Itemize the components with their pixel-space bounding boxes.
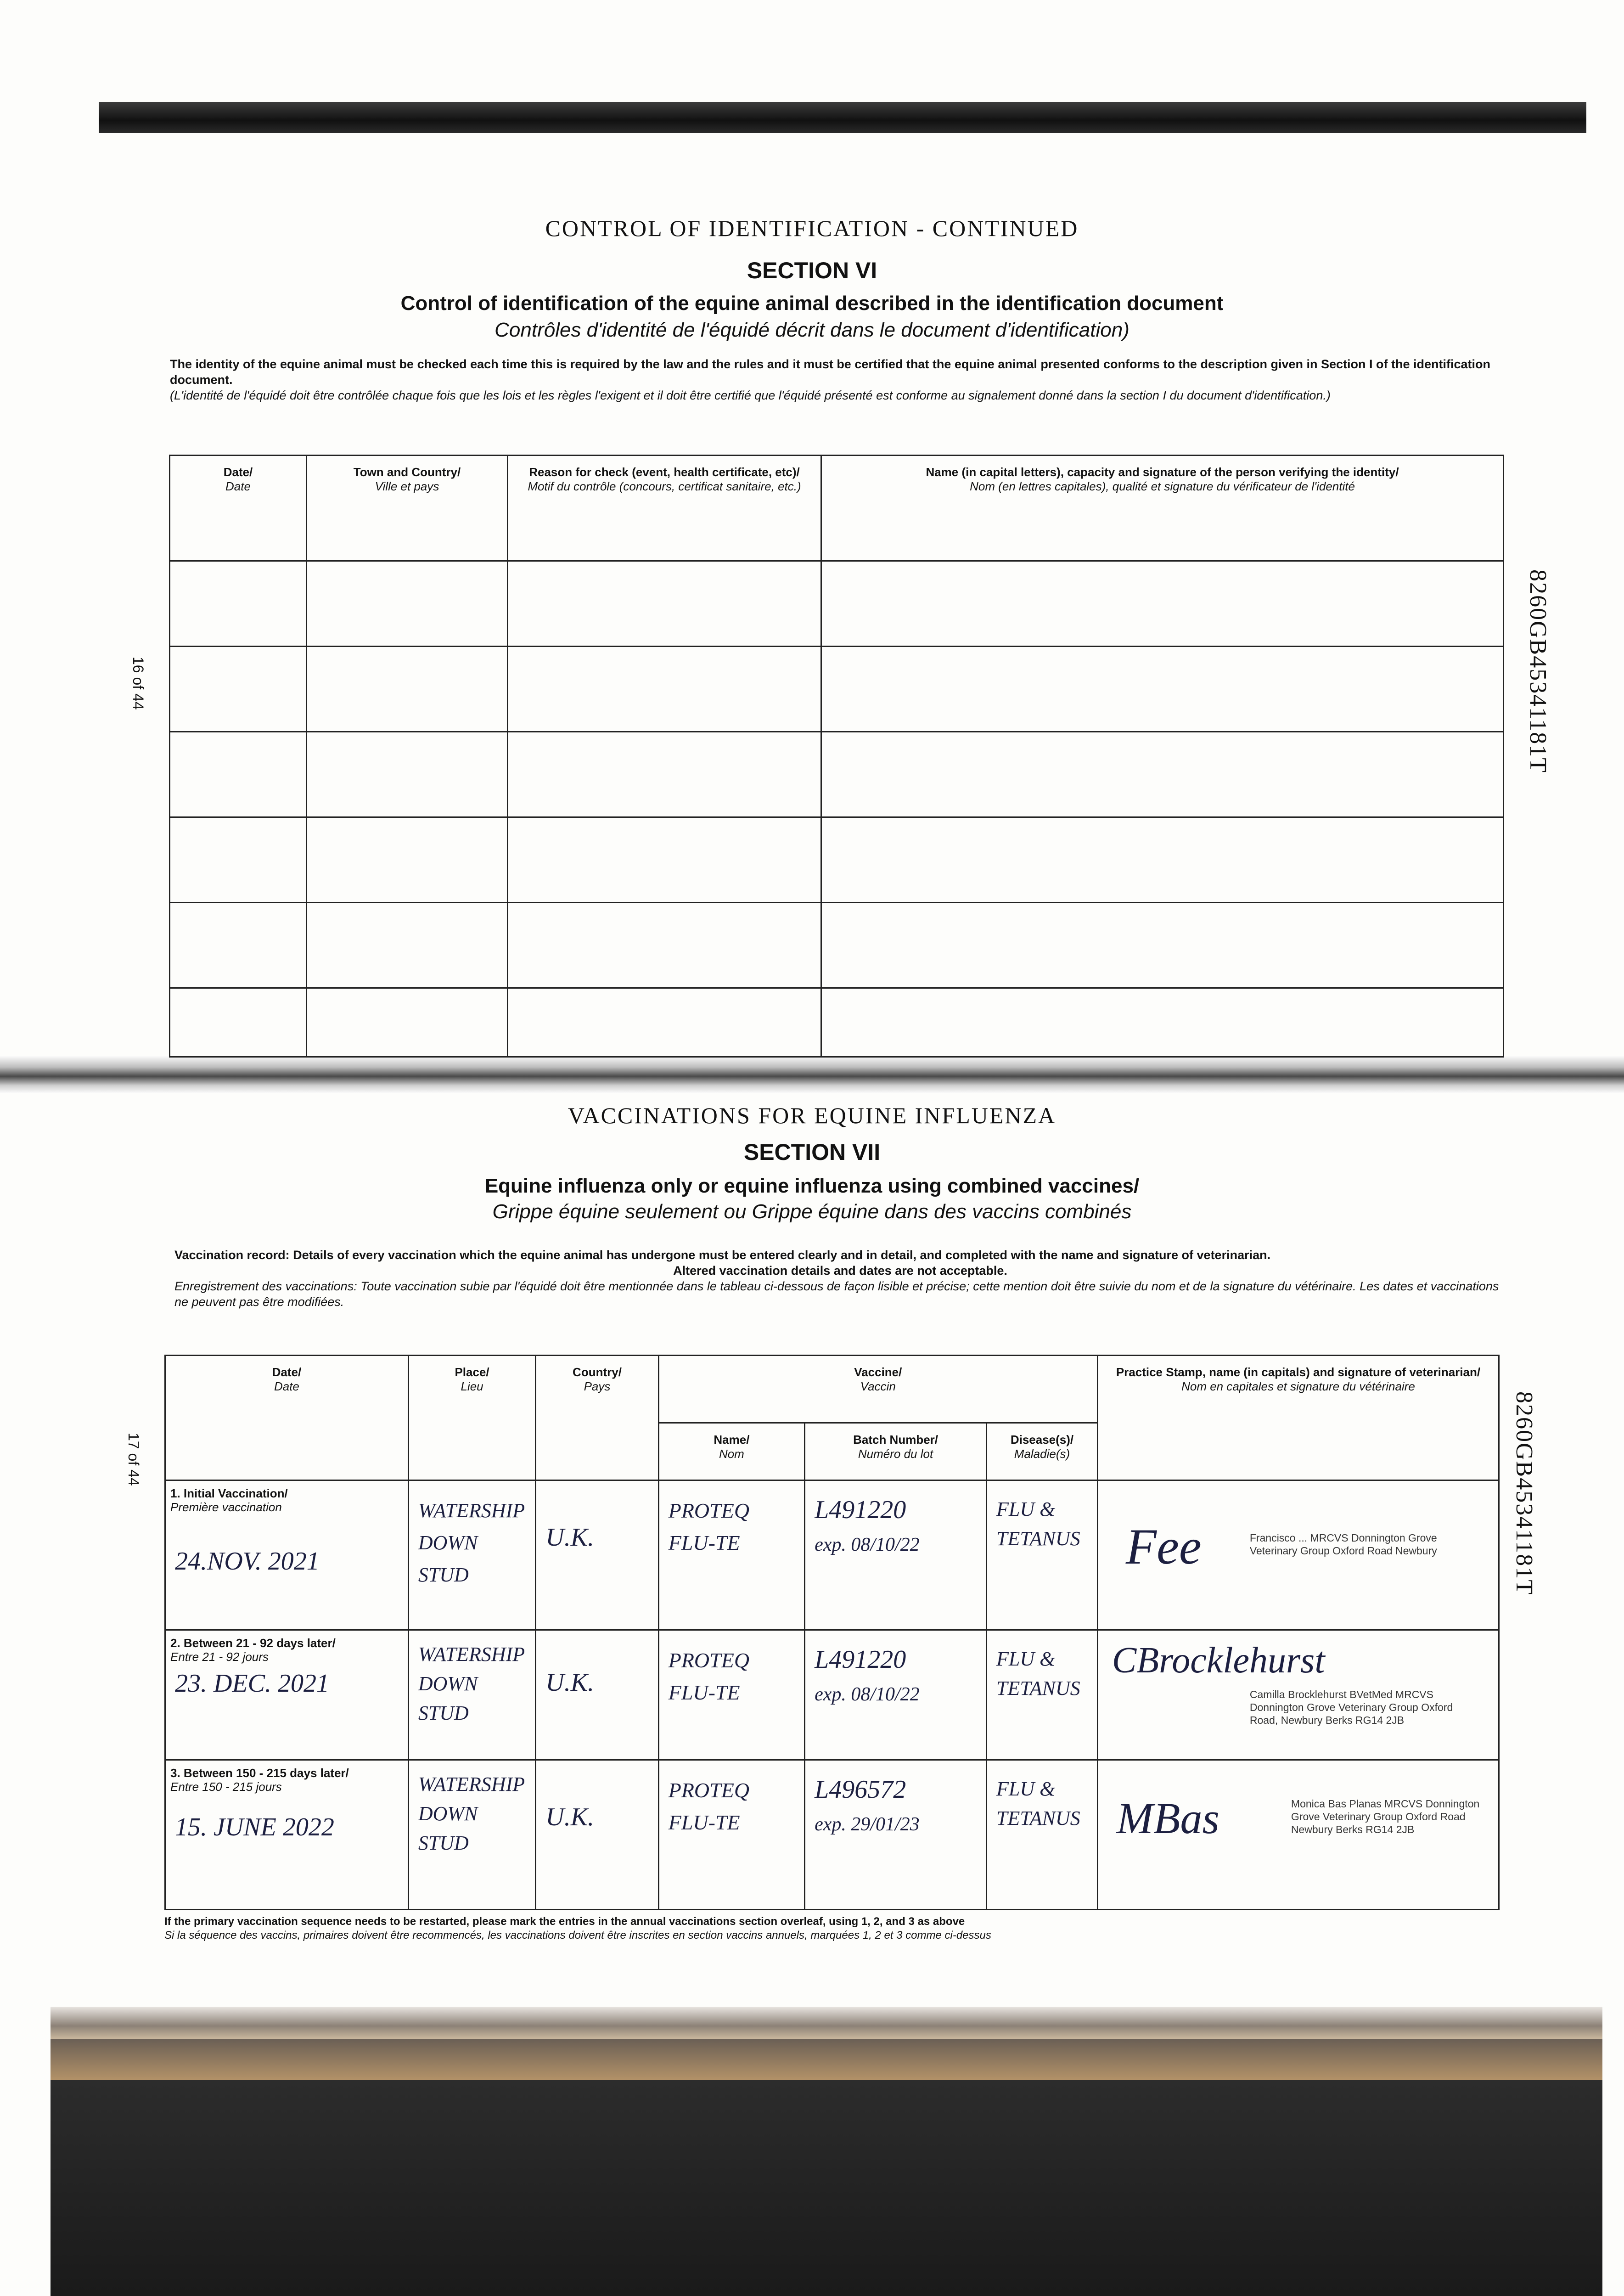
identity-note-en: The identity of the equine animal must be checked each time this is required by the law and the rules and it must be certified that the equine animal presented conforms to the description given in Section I of the identification document. (170, 357, 1491, 387)
table-row (170, 732, 1504, 817)
table-row (165, 1480, 1499, 1630)
table-row (170, 647, 1504, 732)
batch-expiry: exp. 08/10/22 (815, 1684, 920, 1705)
vaccination-date: 24.NOV. 2021 (175, 1547, 320, 1576)
document-id-code: 8260GB45341181T (1511, 1391, 1537, 1596)
vaccination-date: 23. DEC. 2021 (175, 1669, 329, 1698)
vaccination-place: WATERSHIP DOWN STUD (418, 1643, 525, 1725)
vaccine-name: PROTEQ FLU-TE (668, 1649, 750, 1705)
vaccine-name: PROTEQ FLU-TE (668, 1778, 750, 1834)
scan-edge-bar (99, 102, 1586, 133)
section-title: Control of identification of the equine animal described in the identification document (400, 292, 1224, 315)
section-banner: CONTROL OF IDENTIFICATION - CONTINUED (545, 215, 1079, 241)
page-fold-shadow (0, 1056, 1624, 1093)
vet-signature: Fee (1125, 1518, 1202, 1575)
identity-check-table (169, 455, 1504, 1058)
table-row (170, 903, 1504, 988)
col-town: Town and Country/ Ville et pays (307, 456, 508, 561)
col-date: Date/ Date (170, 456, 307, 561)
vaccination-note (174, 1247, 1506, 1310)
section-title-fr: Contrôles d'identité de l'équidé décrit dans le document d'identification) (495, 319, 1129, 341)
page-number: 17 of 44 (125, 1433, 142, 1486)
col-verifier: Name (in capital letters), capacity and signature of the person verifying the identity/ Nom (en lettres capitales), qualité et signature du vérificateur de l'identité (821, 456, 1504, 561)
col-practice: Practice Stamp, name (in capitals) and signature of veterinarian/ Nom en capitales et signature du vétérinaire (1097, 1356, 1499, 1480)
table-row (170, 988, 1504, 1057)
batch-expiry: exp. 08/10/22 (815, 1534, 920, 1555)
batch-expiry: exp. 29/01/23 (815, 1813, 920, 1835)
vaccination-country: U.K. (545, 1802, 595, 1831)
identity-note-fr: (L'identité de l'équidé doit être contrôlée chaque fois que les lois et les règles l'exigent et il doit être certifié que l'équidé présenté est conforme au signalement donné dans la section I du document d'identification.) (170, 388, 1331, 402)
vaccination-place: WATERSHIP DOWN STUD (418, 1499, 525, 1586)
section-title-fr: Grippe équine seulement ou Grippe équine dans des vaccins combinés (492, 1200, 1132, 1223)
section-number: SECTION VI (747, 258, 877, 283)
vaccine-name: PROTEQ FLU-TE (668, 1498, 750, 1554)
col-disease: Disease(s)/ Maladie(s) (987, 1423, 1098, 1480)
table-row (170, 817, 1504, 903)
col-place: Place/ Lieu (408, 1356, 535, 1480)
section-title: Equine influenza only or equine influenza using combined vaccines/ (484, 1175, 1140, 1197)
practice-stamp: Francisco ... MRCVS Donnington Grove Veterinary Group Oxford Road Newbury (1249, 1531, 1437, 1557)
footnote-en: If the primary vaccination sequence needs to be restarted, please mark the entries in the annual vaccinations section overleaf, using 1, 2, and 3 as above (164, 1915, 965, 1928)
vaccination-date: 15. JUNE 2022 (175, 1812, 334, 1841)
vaccination-note-altered: Altered vaccination details and dates are not acceptable. (673, 1264, 1007, 1277)
vaccination-place: WATERSHIP DOWN STUD (418, 1773, 525, 1854)
practice-stamp: Monica Bas Planas MRCVS Donnington Grove Veterinary Group Oxford Road Newbury Berks RG14 2JB (1291, 1797, 1480, 1835)
row-date-cell: 2. Between 21 - 92 days later/ Entre 21 - 92 jours 23. DEC. 2021 (165, 1630, 409, 1760)
vaccination-note-en: Vaccination record: Details of every vaccination which the equine animal has undergone must be entered clearly and in detail, and completed with the name and signature of veterinarian. (174, 1248, 1271, 1262)
batch-number: L491220 (815, 1495, 906, 1524)
scan-edge-bar (51, 2039, 1602, 2080)
disease: FLU & TETANUS (996, 1777, 1080, 1829)
disease: FLU & TETANUS (996, 1497, 1080, 1550)
col-vaccine-name: Name/ Nom (658, 1423, 804, 1480)
page-number: 16 of 44 (130, 657, 146, 710)
document-id-code: 8260GB45341181T (1525, 569, 1551, 774)
disease: FLU & TETANUS (996, 1648, 1080, 1700)
vet-signature: CBrocklehurst (1112, 1640, 1325, 1681)
col-reason: Reason for check (event, health certificate, etc)/ Motif du contrôle (concours, certificat sanitaire, etc.) (508, 456, 821, 561)
identity-note (170, 356, 1492, 403)
table-row (170, 561, 1504, 647)
vaccination-note-fr: Enregistrement des vaccinations: Toute vaccination subie par l'équidé doit être mentionnée dans le tableau ci-dessous de façon lisible et précise; cette mention doit être suivie du nom et de la signature du vétérinaire. Les dates et vaccinations ne peuvent pas être modifiées. (174, 1279, 1499, 1309)
batch-number: L491220 (815, 1645, 906, 1674)
footnote (164, 1915, 1496, 1942)
col-vaccine: Vaccine/ Vaccin (658, 1356, 1097, 1423)
col-date: Date/ Date (165, 1356, 409, 1480)
vet-signature: MBas (1116, 1793, 1219, 1843)
row-date-cell: 3. Between 150 - 215 days later/ Entre 150 - 215 jours 15. JUNE 2022 (165, 1760, 409, 1909)
scan-edge-bar (51, 2080, 1602, 2296)
batch-number: L496572 (815, 1775, 906, 1804)
section-number: SECTION VII (743, 1139, 881, 1165)
section-banner: VACCINATIONS FOR EQUINE INFLUENZA (568, 1103, 1056, 1128)
footnote-fr: Si la séquence des vaccins, primaires doivent être recommencés, les vaccinations doivent être inscrites en section vaccins annuels, marquées 1, 2 et 3 comme ci-dessus (164, 1929, 991, 1941)
table-row (165, 1760, 1499, 1909)
col-country: Country/ Pays (536, 1356, 658, 1480)
table-row (165, 1630, 1499, 1760)
vaccination-country: U.K. (545, 1523, 595, 1552)
col-batch: Batch Number/ Numéro du lot (805, 1423, 987, 1480)
practice-stamp: Camilla Brocklehurst BVetMed MRCVS Donnington Grove Veterinary Group Oxford Road, Newbury Berks RG14 2JB (1249, 1688, 1453, 1727)
row-date-cell: 1. Initial Vaccination/ Première vaccination 24.NOV. 2021 (165, 1480, 409, 1630)
vaccination-country: U.K. (545, 1668, 595, 1697)
scan-edge-bar (51, 2007, 1602, 2039)
vaccination-table (164, 1355, 1500, 1910)
